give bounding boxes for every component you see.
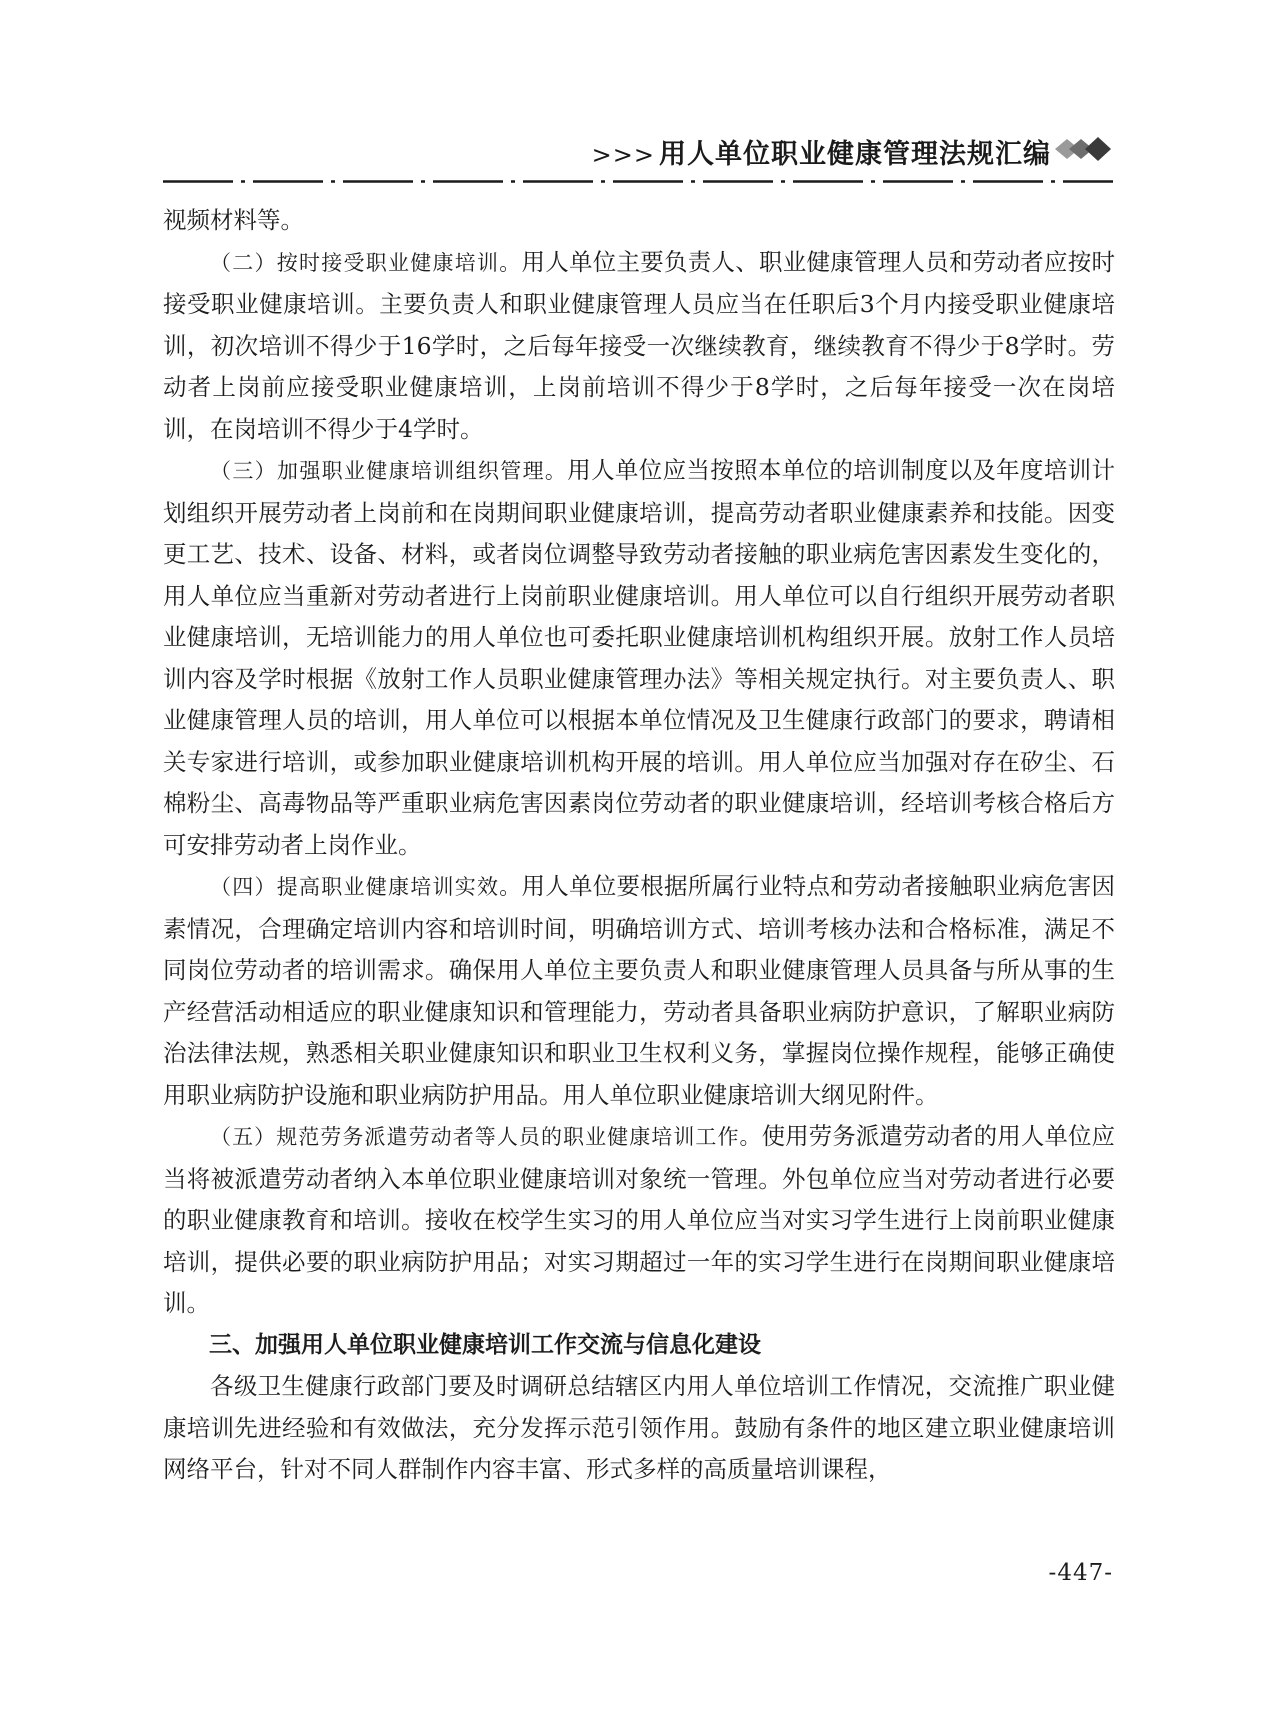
page-number: -447- (1048, 1560, 1113, 1586)
header-title-text: 用人单位职业健康管理法规汇编 (659, 139, 1051, 170)
diamond-ornament-icon (1055, 136, 1113, 162)
paragraph-item-3 (163, 450, 1115, 866)
item-5-lead: （五）规范劳务派遣劳动者等人员的职业健康培训工作。 (210, 1125, 762, 1149)
paragraph-item-4 (163, 866, 1115, 1116)
paragraph-continuation: 视频材料等。 (163, 206, 304, 234)
item-4-body: 用人单位要根据所属行业特点和劳动者接触职业病危害因素情况，合理确定培训内容和培训时间，明确培训方式、培训考核办法和合格标准，满足不同岗位劳动者的培训需求。确保用人单位主要负责人和职业健康管理人员具备与所从事的生产经营活动相适应的职业健康知识和管理能力，劳动者具备职业病防护意识，了解职业病防治法律法规，熟悉相关职业健康知识和职业卫生权利义务，掌握岗位操作规程，能够正确使用职业病防护设施和职业病防护用品。用人单位职业健康培训大纲见附件。 (163, 872, 1115, 1109)
item-4-lead: （四）提高职业健康培训实效。 (210, 875, 522, 899)
item-3-body: 用人单位应当按照本单位的培训制度以及年度培训计划组织开展劳动者上岗前和在岗期间职业健康培训，提高劳动者职业健康素养和技能。因变更工艺、技术、设备、材料，或者岗位调整导致劳动者接触的职业病危害因素发生变化的，用人单位应当重新对劳动者进行上岗前职业健康培训。用人单位可以自行组织开展劳动者职业健康培训，无培训能力的用人单位也可委托职业健康培训机构组织开展。放射工作人员培训内容及学时根据《放射工作人员职业健康管理办法》等相关规定执行。对主要负责人、职业健康管理人员的培训，用人单位可以根据本单位情况及卫生健康行政部门的要求，聘请相关专家进行培训，或参加职业健康培训机构开展的培训。用人单位应当加强对存在矽尘、石棉粉尘、高毒物品等严重职业病危害因素岗位劳动者的职业健康培训，经培训考核合格后方可安排劳动者上岗作业。 (163, 456, 1116, 859)
running-header (163, 132, 1113, 192)
header-prefix-chevrons: >>> (591, 141, 655, 169)
header-dash-dot-rule (163, 180, 1113, 183)
item-2-body: 用人单位主要负责人、职业健康管理人员和劳动者应按时接受职业健康培训。主要负责人和职业健康管理人员应当在任职后3个月内接受职业健康培训，初次培训不得少于16学时，之后每年接受一次继续教育，继续教育不得少于8学时。劳动者上岗前应接受职业健康培训，上岗前培训不得少于8学时，之后每年接受一次在岗培训，在岗培训不得少于4学时。 (163, 247, 1115, 443)
section-heading-3: 三、加强用人单位职业健康培训工作交流与信息化建设 (209, 1331, 761, 1358)
item-3-lead: （三）加强职业健康培训组织管理。 (210, 459, 568, 483)
paragraph-item-5 (163, 1116, 1115, 1325)
item-2-lead: （二）按时接受职业健康培训。 (210, 250, 522, 275)
header-title (592, 132, 1051, 171)
item-5-body: 使用劳务派遣劳动者的用人单位应当将被派遣劳动者纳入本单位职业健康培训对象统一管理。外包单位应当对劳动者进行必要的职业健康教育和培训。接收在校学生实习的用人单位应当对实习学生进行上岗前职业健康培训，提供必要的职业病防护用品；对实习期超过一年的实习学生进行在岗期间职业健康培训。 (163, 1122, 1116, 1317)
page-body (163, 200, 1115, 1491)
paragraph-item-2 (163, 242, 1115, 451)
paragraph-section-3: 各级卫生健康行政部门要及时调研总结辖区内用人单位培训工作情况，交流推广职业健康培训先进经验和有效做法，充分发挥示范引领作用。鼓励有条件的地区建立职业健康培训网络平台，针对不同人群制作内容丰富、形式多样的高质量培训课程， (163, 1372, 1115, 1483)
